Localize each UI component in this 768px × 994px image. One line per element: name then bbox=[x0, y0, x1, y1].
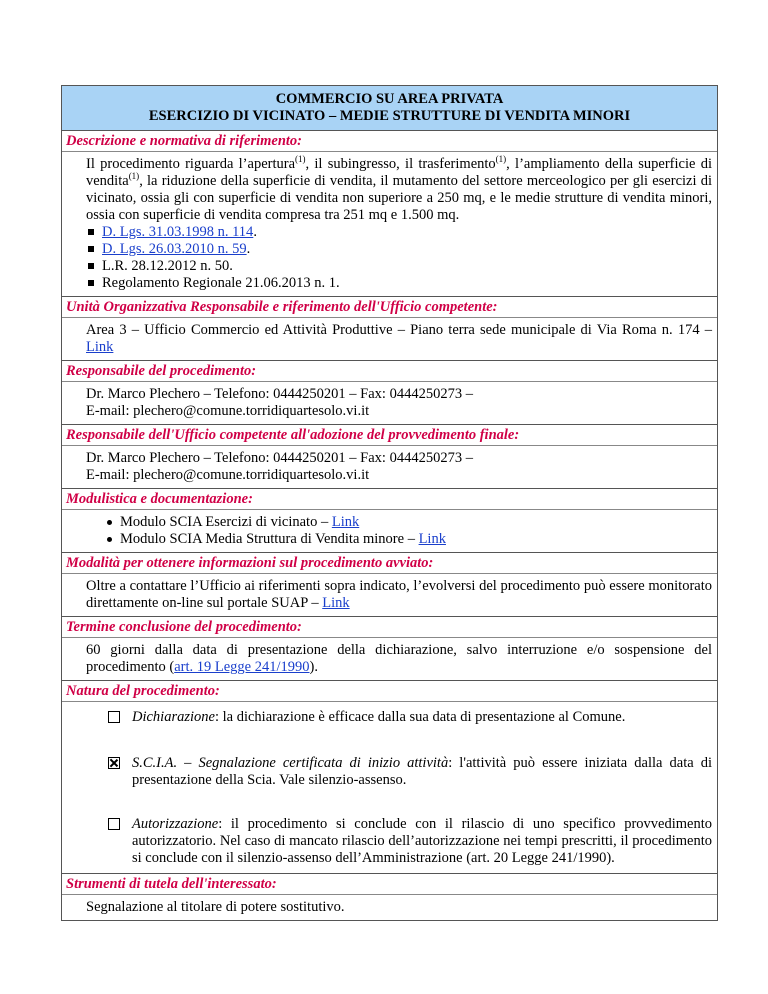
descrizione-text-4: , la riduzione della superficie di vendita, il mutamento del settore merceologico per gli esercizi di vicinato, ossia gli con superficie di vendita non superiore a 250 mq, e le medie strutture di vendita minori, ossia con superficie di vendita compresa tra 251 mq e 1.500 mq. bbox=[86, 173, 712, 223]
section-body-termine bbox=[62, 638, 717, 681]
section-body-modulistica bbox=[62, 510, 717, 553]
modulo-media-struttura-link[interactable]: Link bbox=[418, 531, 446, 547]
checkbox-scia-checked[interactable] bbox=[108, 757, 120, 769]
modulistica-item bbox=[106, 531, 712, 548]
footnote-ref: (1) bbox=[128, 171, 140, 182]
descrizione-text-2: , il subingresso, il trasferimento bbox=[305, 156, 496, 172]
normativa-item: L.R. 28.12.2012 n. 50. bbox=[86, 258, 712, 275]
natura-option-desc: : l'attività può essere iniziata dalla data di presentazione della Scia. Vale silenzio-assenso. bbox=[132, 755, 713, 788]
legge-241-link[interactable]: art. 19 Legge 241/1990 bbox=[174, 659, 310, 675]
normativa-list bbox=[86, 224, 712, 292]
section-title-responsabile: Responsabile del procedimento: bbox=[62, 361, 717, 382]
natura-option-text bbox=[132, 755, 712, 789]
unita-link[interactable]: Link bbox=[86, 339, 114, 355]
header-banner bbox=[62, 86, 717, 131]
suap-link[interactable]: Link bbox=[322, 595, 350, 611]
responsabile-finale-contact: Dr. Marco Plechero – Telefono: 0444250201 – Fax: 0444250273 – bbox=[86, 450, 473, 466]
checkbox-autorizzazione[interactable] bbox=[108, 818, 120, 830]
footnote-ref: (1) bbox=[495, 154, 507, 165]
section-title-modulistica: Modulistica e documentazione: bbox=[62, 489, 717, 510]
responsabile-email: E-mail: plechero@comune.torridiquartesolo.vi.it bbox=[86, 403, 370, 419]
natura-option-label: Dichiarazione bbox=[132, 709, 215, 725]
section-body-descrizione bbox=[62, 152, 717, 297]
normativa-tail: . bbox=[253, 224, 257, 240]
section-body-natura bbox=[62, 702, 717, 874]
descrizione-paragraph bbox=[86, 156, 712, 224]
section-title-termine: Termine conclusione del procedimento: bbox=[62, 617, 717, 638]
section-body-modalita bbox=[62, 574, 717, 617]
modulistica-item bbox=[106, 514, 712, 531]
modulistica-list bbox=[86, 514, 712, 548]
section-title-descrizione: Descrizione e normativa di riferimento: bbox=[62, 131, 717, 152]
natura-option-label: Autorizzazione bbox=[132, 816, 219, 832]
natura-option-dichiarazione bbox=[86, 709, 712, 726]
natura-option-text bbox=[132, 816, 712, 867]
modulistica-item-label: Modulo SCIA Esercizi di vicinato – bbox=[120, 514, 332, 530]
section-title-natura: Natura del procedimento: bbox=[62, 681, 717, 702]
descrizione-text-3: , l’ampliamento della superficie di vendita bbox=[86, 156, 712, 189]
termine-text: 60 giorni dalla data di presentazione della dichiarazione, salvo interruzione e/o sospensione del procedimento ( bbox=[86, 642, 712, 675]
responsabile-contact: Dr. Marco Plechero – Telefono: 0444250201 – Fax: 0444250273 – bbox=[86, 386, 473, 402]
termine-tail: ). bbox=[309, 659, 318, 675]
header-title: COMMERCIO SU AREA PRIVATA bbox=[275, 91, 504, 107]
checkbox-dichiarazione[interactable] bbox=[108, 711, 120, 723]
natura-option-desc: : la dichiarazione è efficace dalla sua data di presentazione al Comune. bbox=[214, 709, 626, 725]
section-title-unita: Unità Organizzativa Responsabile e riferimento dell'Ufficio competente: bbox=[62, 297, 717, 318]
responsabile-finale-email: E-mail: plechero@comune.torridiquartesolo.vi.it bbox=[86, 467, 370, 483]
normativa-item: Regolamento Regionale 21.06.2013 n. 1. bbox=[86, 275, 712, 292]
normativa-link-dlgs-114[interactable]: D. Lgs. 31.03.1998 n. 114 bbox=[102, 224, 254, 240]
natura-option-text bbox=[132, 709, 712, 726]
footnote-ref: (1) bbox=[295, 154, 306, 165]
normativa-item bbox=[86, 224, 712, 241]
section-title-strumenti: Strumenti di tutela dell'interessato: bbox=[62, 874, 717, 895]
section-body-strumenti: Segnalazione al titolare di potere sostitutivo. bbox=[86, 899, 345, 915]
unita-text: Area 3 – Ufficio Commercio ed Attività Produttive – Piano terra sede municipale di Via Roma n. 174 – bbox=[86, 322, 712, 338]
normativa-link-dlgs-59[interactable]: D. Lgs. 26.03.2010 n. 59 bbox=[102, 241, 247, 257]
section-body-unita bbox=[62, 318, 717, 361]
section-title-modalita: Modalità per ottenere informazioni sul procedimento avviato: bbox=[62, 553, 717, 574]
normativa-item bbox=[86, 241, 712, 258]
natura-option-label: S.C.I.A. – Segnalazione certificata di inizio attività bbox=[132, 755, 449, 771]
section-body-responsabile-finale bbox=[62, 446, 717, 489]
natura-option-autorizzazione bbox=[86, 816, 712, 867]
modalita-text: Oltre a contattare l’Ufficio ai riferimenti sopra indicato, l’evolversi del procedimento può essere monitorato direttamente on-line sul portale SUAP – bbox=[86, 578, 712, 611]
modulistica-item-label: Modulo SCIA Media Struttura di Vendita minore – bbox=[120, 531, 419, 547]
modulo-vicinato-link[interactable]: Link bbox=[331, 514, 360, 530]
section-body-responsabile bbox=[62, 382, 717, 425]
natura-option-desc: : il procedimento si conclude con il rilascio di uno specifico provvedimento autorizzatorio. Nel caso di mancato rilascio dell’autorizzazione nei tempi prescritti, il procedimento si conclude con il silenzio-assenso dell’Amministrazione (art. 20 Legge 241/1990). bbox=[132, 816, 712, 866]
natura-option-scia bbox=[86, 755, 712, 789]
normativa-tail: . bbox=[246, 241, 251, 257]
descrizione-text-1: Il procedimento riguarda l’apertura bbox=[86, 156, 295, 172]
section-title-responsabile-finale: Responsabile dell'Ufficio competente all'adozione del provvedimento finale: bbox=[62, 425, 717, 446]
header-subtitle: ESERCIZIO DI VICINATO – MEDIE STRUTTURE DI VENDITA MINORI bbox=[148, 108, 631, 124]
procedure-sheet bbox=[61, 85, 718, 921]
